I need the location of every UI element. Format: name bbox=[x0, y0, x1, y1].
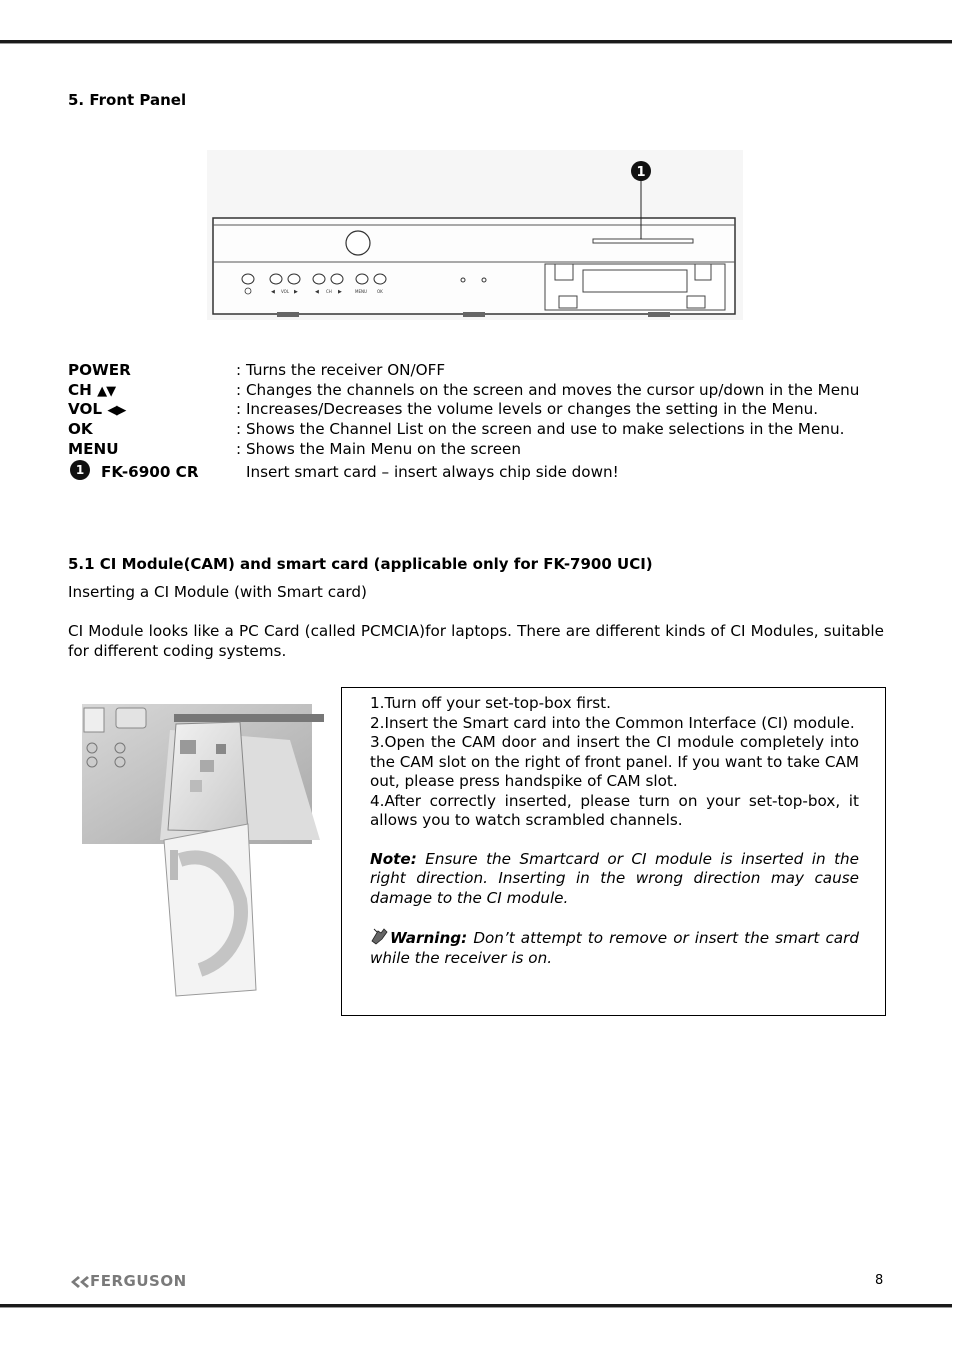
note-text: Ensure the Smartcard or CI module is inserted in the right direction. Inserting in the wrong direction may cause damage to the CI module. bbox=[370, 849, 859, 907]
control-row-ok bbox=[68, 420, 898, 440]
ch-left-button-shape bbox=[313, 274, 325, 284]
control-row-vol bbox=[68, 400, 898, 420]
warning-paragraph bbox=[370, 927, 859, 968]
panel-ok-label: OK bbox=[377, 289, 383, 294]
control-desc: : Shows the Channel List on the screen and use to make selections in the Menu. bbox=[236, 420, 845, 439]
ci-module-illustration bbox=[80, 700, 325, 1000]
ok-button-shape bbox=[374, 274, 386, 284]
intro-paragraph-2: CI Module looks like a PC Card (called PCMCIA)for laptops. There are different kinds of CI Modules, suitable for different coding systems. bbox=[68, 622, 884, 660]
ferguson-logo-text: FERGUSON bbox=[90, 1272, 187, 1290]
svg-text:▶: ▶ bbox=[338, 289, 342, 295]
instruction-step-1: 1.Turn off your set-top-box first. bbox=[370, 694, 611, 712]
vol-right-button-shape bbox=[288, 274, 300, 284]
note-paragraph bbox=[370, 850, 859, 909]
callout-number: 1 bbox=[636, 165, 646, 180]
page-number: 8 bbox=[875, 1273, 884, 1288]
panel-menu-label: MENU bbox=[355, 289, 367, 294]
instruction-step-4: 4.After correctly inserted, please turn on your set-top-box, it allows you to watch scrambled channels. bbox=[370, 791, 859, 829]
header-rule bbox=[0, 40, 952, 43]
svg-text:◀: ◀ bbox=[315, 289, 319, 295]
intro-paragraph-1: Inserting a CI Module (with Smart card) bbox=[68, 583, 367, 601]
warning-hand-icon bbox=[370, 927, 390, 945]
model-desc: Insert smart card – insert always chip side down! bbox=[246, 463, 619, 482]
model-term: FK-6900 CR bbox=[101, 463, 199, 482]
power-button-shape bbox=[242, 274, 254, 284]
footer-rule bbox=[0, 1304, 952, 1307]
instruction-step-3: 3.Open the CAM door and insert the CI module completely into the CAM slot on the right of front panel. If you want to take CAM out, please press handspike of CAM slot. bbox=[370, 733, 859, 790]
section-title: 5. Front Panel bbox=[68, 91, 187, 109]
svg-text:▶: ▶ bbox=[294, 289, 298, 295]
ferguson-logo bbox=[70, 1272, 187, 1290]
ci-instructions-box bbox=[341, 687, 886, 1016]
left-right-arrows-icon: ◀▶ bbox=[107, 403, 126, 419]
control-term: MENU bbox=[68, 439, 119, 458]
controls-list bbox=[68, 361, 898, 489]
note-label: Note: bbox=[370, 849, 417, 868]
panel-ch-label: CH bbox=[326, 289, 332, 294]
control-row-fk6900 bbox=[68, 463, 898, 489]
warning-text: Don’t attempt to remove or insert the smart card while the receiver is on. bbox=[370, 929, 859, 967]
control-desc: : Changes the channels on the screen and moves the cursor up/down in the Menu bbox=[236, 380, 860, 399]
front-panel-illustration bbox=[207, 150, 743, 320]
control-term: CH ▲▼ bbox=[68, 380, 116, 399]
control-row-power bbox=[68, 361, 898, 381]
control-desc: : Turns the receiver ON/OFF bbox=[236, 361, 446, 379]
control-term: OK bbox=[68, 420, 93, 439]
control-row-menu bbox=[68, 440, 898, 460]
control-row-ch bbox=[68, 381, 898, 401]
control-desc: : Increases/Decreases the volume levels or changes the setting in the Menu. bbox=[236, 400, 819, 419]
warning-label: Warning: bbox=[390, 929, 468, 947]
up-down-arrows-icon: ▲▼ bbox=[97, 383, 116, 399]
menu-button-shape bbox=[356, 274, 368, 284]
svg-text:◀: ◀ bbox=[271, 289, 275, 295]
instruction-step-2: 2.Insert the Smart card into the Common Interface (CI) module. bbox=[370, 713, 855, 732]
vol-left-button-shape bbox=[270, 274, 282, 284]
ch-right-button-shape bbox=[331, 274, 343, 284]
control-term: POWER bbox=[68, 361, 131, 379]
control-desc: : Shows the Main Menu on the screen bbox=[236, 439, 522, 458]
callout-number-badge: 1 bbox=[70, 460, 90, 480]
ferguson-logo-mark-icon bbox=[70, 1275, 90, 1289]
subsection-title: 5.1 CI Module(CAM) and smart card (applicable only for FK-7900 UCI) bbox=[68, 555, 653, 573]
control-term: VOL ◀▶ bbox=[68, 400, 126, 419]
panel-vol-label: VOL bbox=[281, 289, 290, 294]
